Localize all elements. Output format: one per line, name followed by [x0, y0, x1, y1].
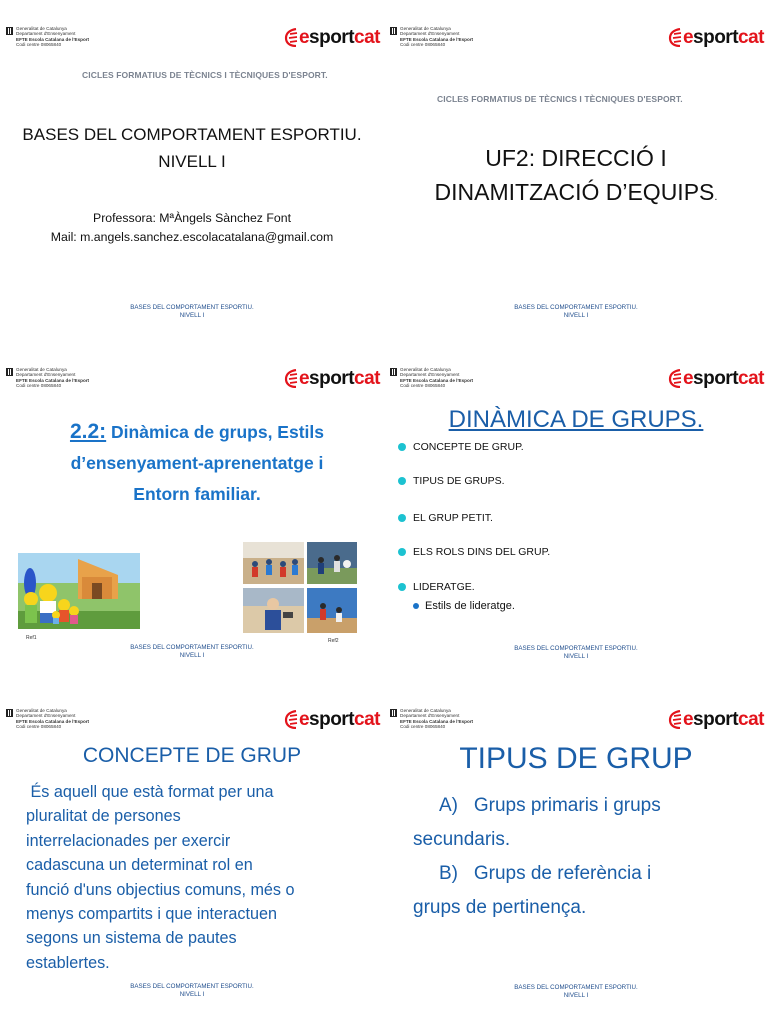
body-line: menys compartits i que interactuen — [26, 905, 278, 924]
gen-line: EFTE Escola Catalana de l'Esport — [400, 718, 474, 724]
gen-line: Departament d'Ensenyament — [400, 31, 460, 37]
slide-2 — [384, 0, 768, 341]
generalitat-header — [390, 367, 473, 389]
title-line: Entorn familiar. — [133, 484, 261, 504]
slide-title: CONCEPTE DE GRUP — [82, 744, 302, 767]
title-line: d’ensenyament-aprenentatge i — [70, 453, 324, 473]
bullet-icon — [413, 603, 419, 609]
list-item — [398, 581, 475, 593]
footer-line: BASES DEL COMPORTAMENT ESPORTIU. — [130, 983, 254, 990]
gen-line: Generalitat de Catalunya — [16, 708, 67, 713]
gen-line: Generalitat de Catalunya — [400, 708, 451, 713]
esportcat-flag-icon — [284, 28, 298, 47]
title-line: DINAMITZACIÓ D’EQUIPS — [434, 179, 715, 205]
generalitat-header — [6, 708, 89, 730]
generalitat-emblem-icon — [390, 709, 397, 717]
gen-line: Codi centre 08065840 — [400, 724, 446, 730]
esportcat-logo — [668, 28, 764, 47]
generalitat-emblem-icon — [6, 27, 13, 35]
title-dot: . — [714, 191, 718, 203]
list-item-label: Estils de lideratge. — [425, 600, 515, 612]
list-subitem — [413, 600, 515, 612]
logo-prefix: e — [298, 368, 310, 389]
body-line: establertes. — [26, 953, 110, 972]
list-item — [398, 441, 524, 453]
slide-footer — [0, 983, 384, 999]
sport-photo — [307, 542, 357, 584]
gen-line: Generalitat de Catalunya — [16, 26, 67, 31]
logo-main: sport — [309, 27, 355, 48]
generalitat-emblem-icon — [390, 27, 397, 35]
slide-title: DINÀMICA DE GRUPS. — [448, 406, 704, 433]
slide-title: TIPUS DE GRUP — [459, 742, 693, 775]
gen-line: Departament d'Ensenyament — [16, 372, 76, 378]
logo-suffix: cat — [738, 709, 764, 730]
definition-text — [26, 780, 371, 975]
slide-1 — [0, 0, 384, 341]
slide-footer — [0, 644, 384, 660]
logo-prefix: e — [298, 709, 310, 730]
generalitat-emblem-icon — [6, 368, 13, 376]
esportcat-flag-icon — [668, 369, 682, 388]
slide-footer — [0, 304, 384, 320]
generalitat-header — [6, 26, 89, 48]
generalitat-emblem-icon — [6, 709, 13, 717]
slide-4 — [384, 341, 768, 682]
list-item-label: EL GRUP PETIT. — [413, 512, 493, 524]
list-item-label: CONCEPTE DE GRUP. — [413, 441, 524, 453]
list-item-b-cont: grups de pertinença. — [413, 897, 587, 918]
generalitat-header — [6, 367, 89, 389]
esportcat-logo — [668, 369, 764, 388]
body-line: pluralitat de persones — [26, 807, 181, 826]
professor-info — [0, 209, 384, 247]
bullet-icon — [398, 443, 406, 451]
esportcat-flag-icon — [668, 28, 682, 47]
slide-footer — [384, 645, 768, 661]
gen-line: EFTE Escola Catalana de l'Esport — [400, 36, 474, 42]
logo-suffix: cat — [738, 27, 764, 48]
gen-line: Departament d'Ensenyament — [400, 713, 460, 719]
esportcat-logo — [668, 710, 764, 729]
title-line: UF2: DIRECCIÓ I — [485, 145, 667, 171]
logo-suffix: cat — [354, 709, 380, 730]
generalitat-header — [390, 26, 473, 48]
list-item-label: TIPUS DE GRUPS. — [413, 475, 505, 487]
list-item — [398, 475, 505, 487]
footer-line: NIVELL I — [179, 312, 205, 319]
footer-line: BASES DEL COMPORTAMENT ESPORTIU. — [130, 644, 254, 651]
group-types-list — [413, 789, 759, 925]
gen-line: EFTE Escola Catalana de l'Esport — [16, 36, 90, 42]
bullet-icon — [398, 514, 406, 522]
footer-line: NIVELL I — [179, 991, 205, 998]
gen-line: Codi centre 08065840 — [400, 42, 446, 48]
sport-photo — [243, 588, 304, 633]
slide-6 — [384, 682, 768, 1024]
footer-line: NIVELL I — [563, 992, 589, 999]
bullet-icon — [398, 583, 406, 591]
slide-title — [384, 141, 768, 214]
logo-suffix: cat — [354, 27, 380, 48]
generalitat-emblem-icon — [390, 368, 397, 376]
sport-photo — [243, 542, 304, 584]
slide-footer — [384, 984, 768, 1000]
body-line: cadascuna un determinat rol en — [26, 856, 253, 875]
image-reference: Ref2 — [328, 638, 339, 644]
gen-line: Codi centre 08065840 — [16, 383, 62, 389]
list-item-label: ELS ROLS DINS DEL GRUP. — [413, 546, 551, 558]
footer-line: NIVELL I — [179, 652, 205, 659]
list-item-a-cont: secundaris. — [413, 829, 511, 850]
logo-main: sport — [309, 368, 355, 389]
professor-name: Professora: MªÀngels Sànchez Font — [93, 211, 291, 225]
footer-line: BASES DEL COMPORTAMENT ESPORTIU. — [514, 645, 638, 652]
footer-line: NIVELL I — [563, 312, 589, 319]
professor-mail: Mail: m.angels.sanchez.escolacatalana@gmail.com — [50, 230, 334, 244]
logo-suffix: cat — [738, 368, 764, 389]
body-line: funció d'uns objectius comuns, més o — [26, 880, 295, 899]
logo-prefix: e — [682, 27, 694, 48]
footer-line: BASES DEL COMPORTAMENT ESPORTIU. — [514, 984, 638, 991]
body-line: segons un sistema de pautes — [26, 929, 237, 948]
esportcat-logo — [284, 710, 380, 729]
gen-line: Generalitat de Catalunya — [16, 367, 67, 372]
esportcat-logo — [284, 28, 380, 47]
title-line: NIVELL I — [158, 152, 226, 171]
footer-line: BASES DEL COMPORTAMENT ESPORTIU. — [130, 304, 254, 311]
gen-line: Codi centre 08065840 — [400, 383, 446, 389]
generalitat-header — [390, 708, 473, 730]
slide-5 — [0, 682, 384, 1023]
gen-line: Codi centre 08065840 — [16, 42, 62, 48]
slide-title — [0, 121, 384, 175]
gen-line: EFTE Escola Catalana de l'Esport — [400, 377, 474, 383]
gen-line: Generalitat de Catalunya — [400, 367, 451, 372]
gen-line: Departament d'Ensenyament — [400, 372, 460, 378]
list-item — [398, 512, 493, 524]
slide-3 — [0, 341, 384, 682]
logo-main: sport — [693, 709, 739, 730]
list-item-a: A) Grups primaris i grups — [439, 795, 661, 816]
list-item-b: B) Grups de referència i — [439, 863, 652, 884]
logo-prefix: e — [298, 27, 310, 48]
esportcat-flag-icon — [668, 710, 682, 729]
gen-line: Departament d'Ensenyament — [16, 713, 76, 719]
list-item — [398, 546, 550, 558]
bullet-icon — [398, 548, 406, 556]
logo-main: sport — [309, 709, 355, 730]
sport-photo — [307, 588, 357, 633]
gen-line: Generalitat de Catalunya — [400, 26, 451, 31]
body-line: És aquell que està format per una — [26, 783, 274, 801]
logo-prefix: e — [682, 709, 694, 730]
gen-line: EFTE Escola Catalana de l'Esport — [16, 377, 90, 383]
logo-main: sport — [693, 368, 739, 389]
cicles-heading: CICLES FORMATIUS DE TÈCNICS I TÈCNIQUES D'ESPORT. — [82, 70, 328, 80]
section-number: 2.2: — [69, 420, 107, 443]
logo-suffix: cat — [354, 368, 380, 389]
gen-line: Codi centre 08065840 — [16, 724, 62, 730]
slide-title — [28, 416, 366, 510]
body-line: interrelacionades per exercir — [26, 831, 231, 850]
title-line: BASES DEL COMPORTAMENT ESPORTIU. — [22, 125, 362, 144]
esportcat-flag-icon — [284, 710, 298, 729]
image-reference: Ref1 — [26, 635, 37, 641]
bullet-icon — [398, 477, 406, 485]
footer-line: NIVELL I — [563, 653, 589, 660]
title-line: Dinàmica de grups, Estils — [106, 422, 325, 442]
footer-line: BASES DEL COMPORTAMENT ESPORTIU. — [514, 304, 638, 311]
slide-footer — [384, 304, 768, 320]
esportcat-flag-icon — [284, 369, 298, 388]
family-cartoon-image — [18, 553, 140, 629]
logo-main: sport — [693, 27, 739, 48]
gen-line: EFTE Escola Catalana de l'Esport — [16, 718, 90, 724]
logo-prefix: e — [682, 368, 694, 389]
list-item-label: LIDERATGE. — [413, 581, 475, 593]
cicles-heading: CICLES FORMATIUS DE TÈCNICS I TÈCNIQUES D'ESPORT. — [437, 94, 683, 104]
gen-line: Departament d'Ensenyament — [16, 31, 76, 37]
esportcat-logo — [284, 369, 380, 388]
